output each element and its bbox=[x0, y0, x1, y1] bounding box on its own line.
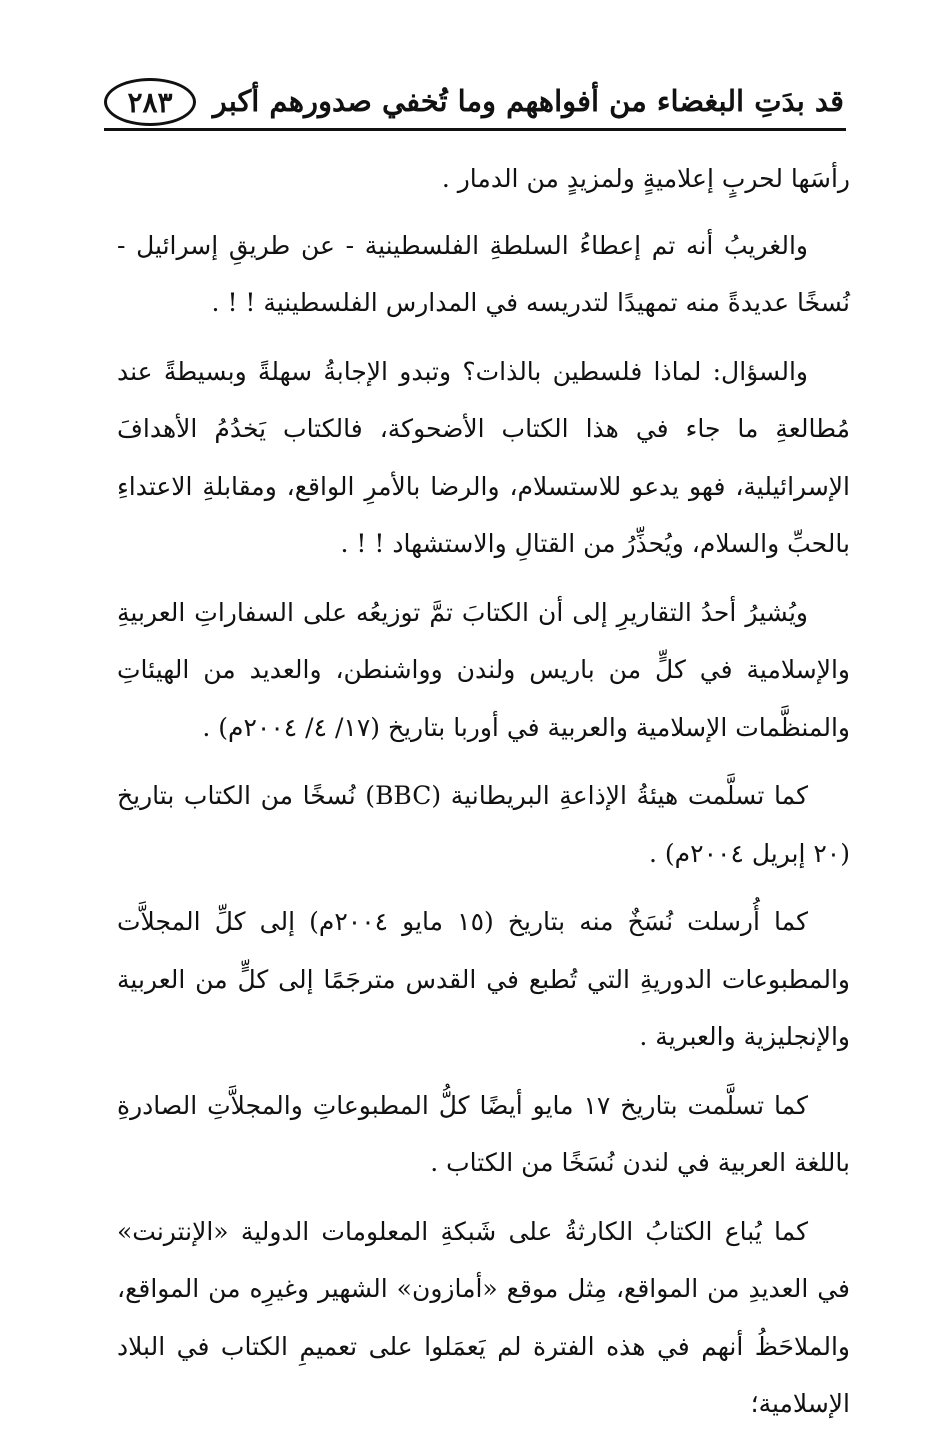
header-divider bbox=[104, 128, 846, 131]
paragraph-3: والسؤال: لماذا فلسطين بالذات؟ وتبدو الإجابةُ سهلةً وبسيطةً عند مُطالعةِ ما جاء في هذا الكتاب الأضحوكة، فالكتاب يَخدُمُ الأهدافَ الإسرائيلية، فهو يدعو للاستسلام، والرضا بالأمرِ الواقع، ومقابلةِ الاعتداءِ بالحبِّ والسلام، ويُحذِّرُ من القتالِ والاستشهاد ! ! . bbox=[117, 356, 850, 558]
paragraph-7: كما تسلَّمت بتاريخ ١٧ مايو أيضًا كلُّ المطبوعاتِ والمجلاَّتِ الصادرةِ باللغة العربية في لندن نُسَخًا من الكتاب . bbox=[117, 1090, 850, 1177]
page-body bbox=[117, 150, 850, 1444]
paragraph-1: رأسَها لحربٍ إعلاميةٍ ولمزيدٍ من الدمار . bbox=[441, 164, 850, 193]
paragraph-4: ويُشيرُ أحدُ التقاريرِ إلى أن الكتابَ تمَّ توزيعُه على السفاراتِ العربيةِ والإسلامية في كلٍّ من باريس ولندن وواشنطن، والعديد من الهيئاتِ والمنظَّمات الإسلامية والعربية في أوربا بتاريخ (١٧/ ٤/ ٢٠٠٤م) . bbox=[117, 597, 850, 742]
running-header bbox=[104, 78, 844, 130]
page-number-badge: ٢٨٣ bbox=[104, 78, 196, 126]
paragraph-6: كما أُرسلت نُسَخٌ منه بتاريخ (١٥ مايو ٢٠٠٤م) إلى كلِّ المجلاَّت والمطبوعات الدوريةِ التي تُطبع في القدس مترجَمًا إلى كلٍّ من العربية والإنجليزية والعبرية . bbox=[117, 907, 850, 1051]
paragraph-5: كما تسلَّمت هيئةُ الإذاعةِ البريطانية (BBC) نُسخًا من الكتاب بتاريخ (٢٠ إبريل ٢٠٠٤م) . bbox=[117, 781, 850, 868]
paragraph-8: كما يُباع الكتابُ الكارثةُ على شَبكةِ المعلومات الدولية «الإنترنت» في العديدِ من المواقع، مِثل موقع «أمازون» الشهير وغيرِه من المواقع، والملاحَظُ أنهم في هذه الفترة لم يَعمَلوا على تعميمِ الكتاب في البلاد الإسلامية؛ bbox=[117, 1216, 850, 1418]
paragraph-2: والغريبُ أنه تم إعطاءُ السلطةِ الفلسطينية - عن طريقِ إسرائيل - نُسخًا عديدةً منه تمهيدًا لتدريسه في المدارس الفلسطينية ! ! . bbox=[117, 230, 850, 317]
running-header-title: قد بدَتِ البغضاء من أفواههم وما تُخفي صدورهم أكبر bbox=[212, 84, 844, 118]
